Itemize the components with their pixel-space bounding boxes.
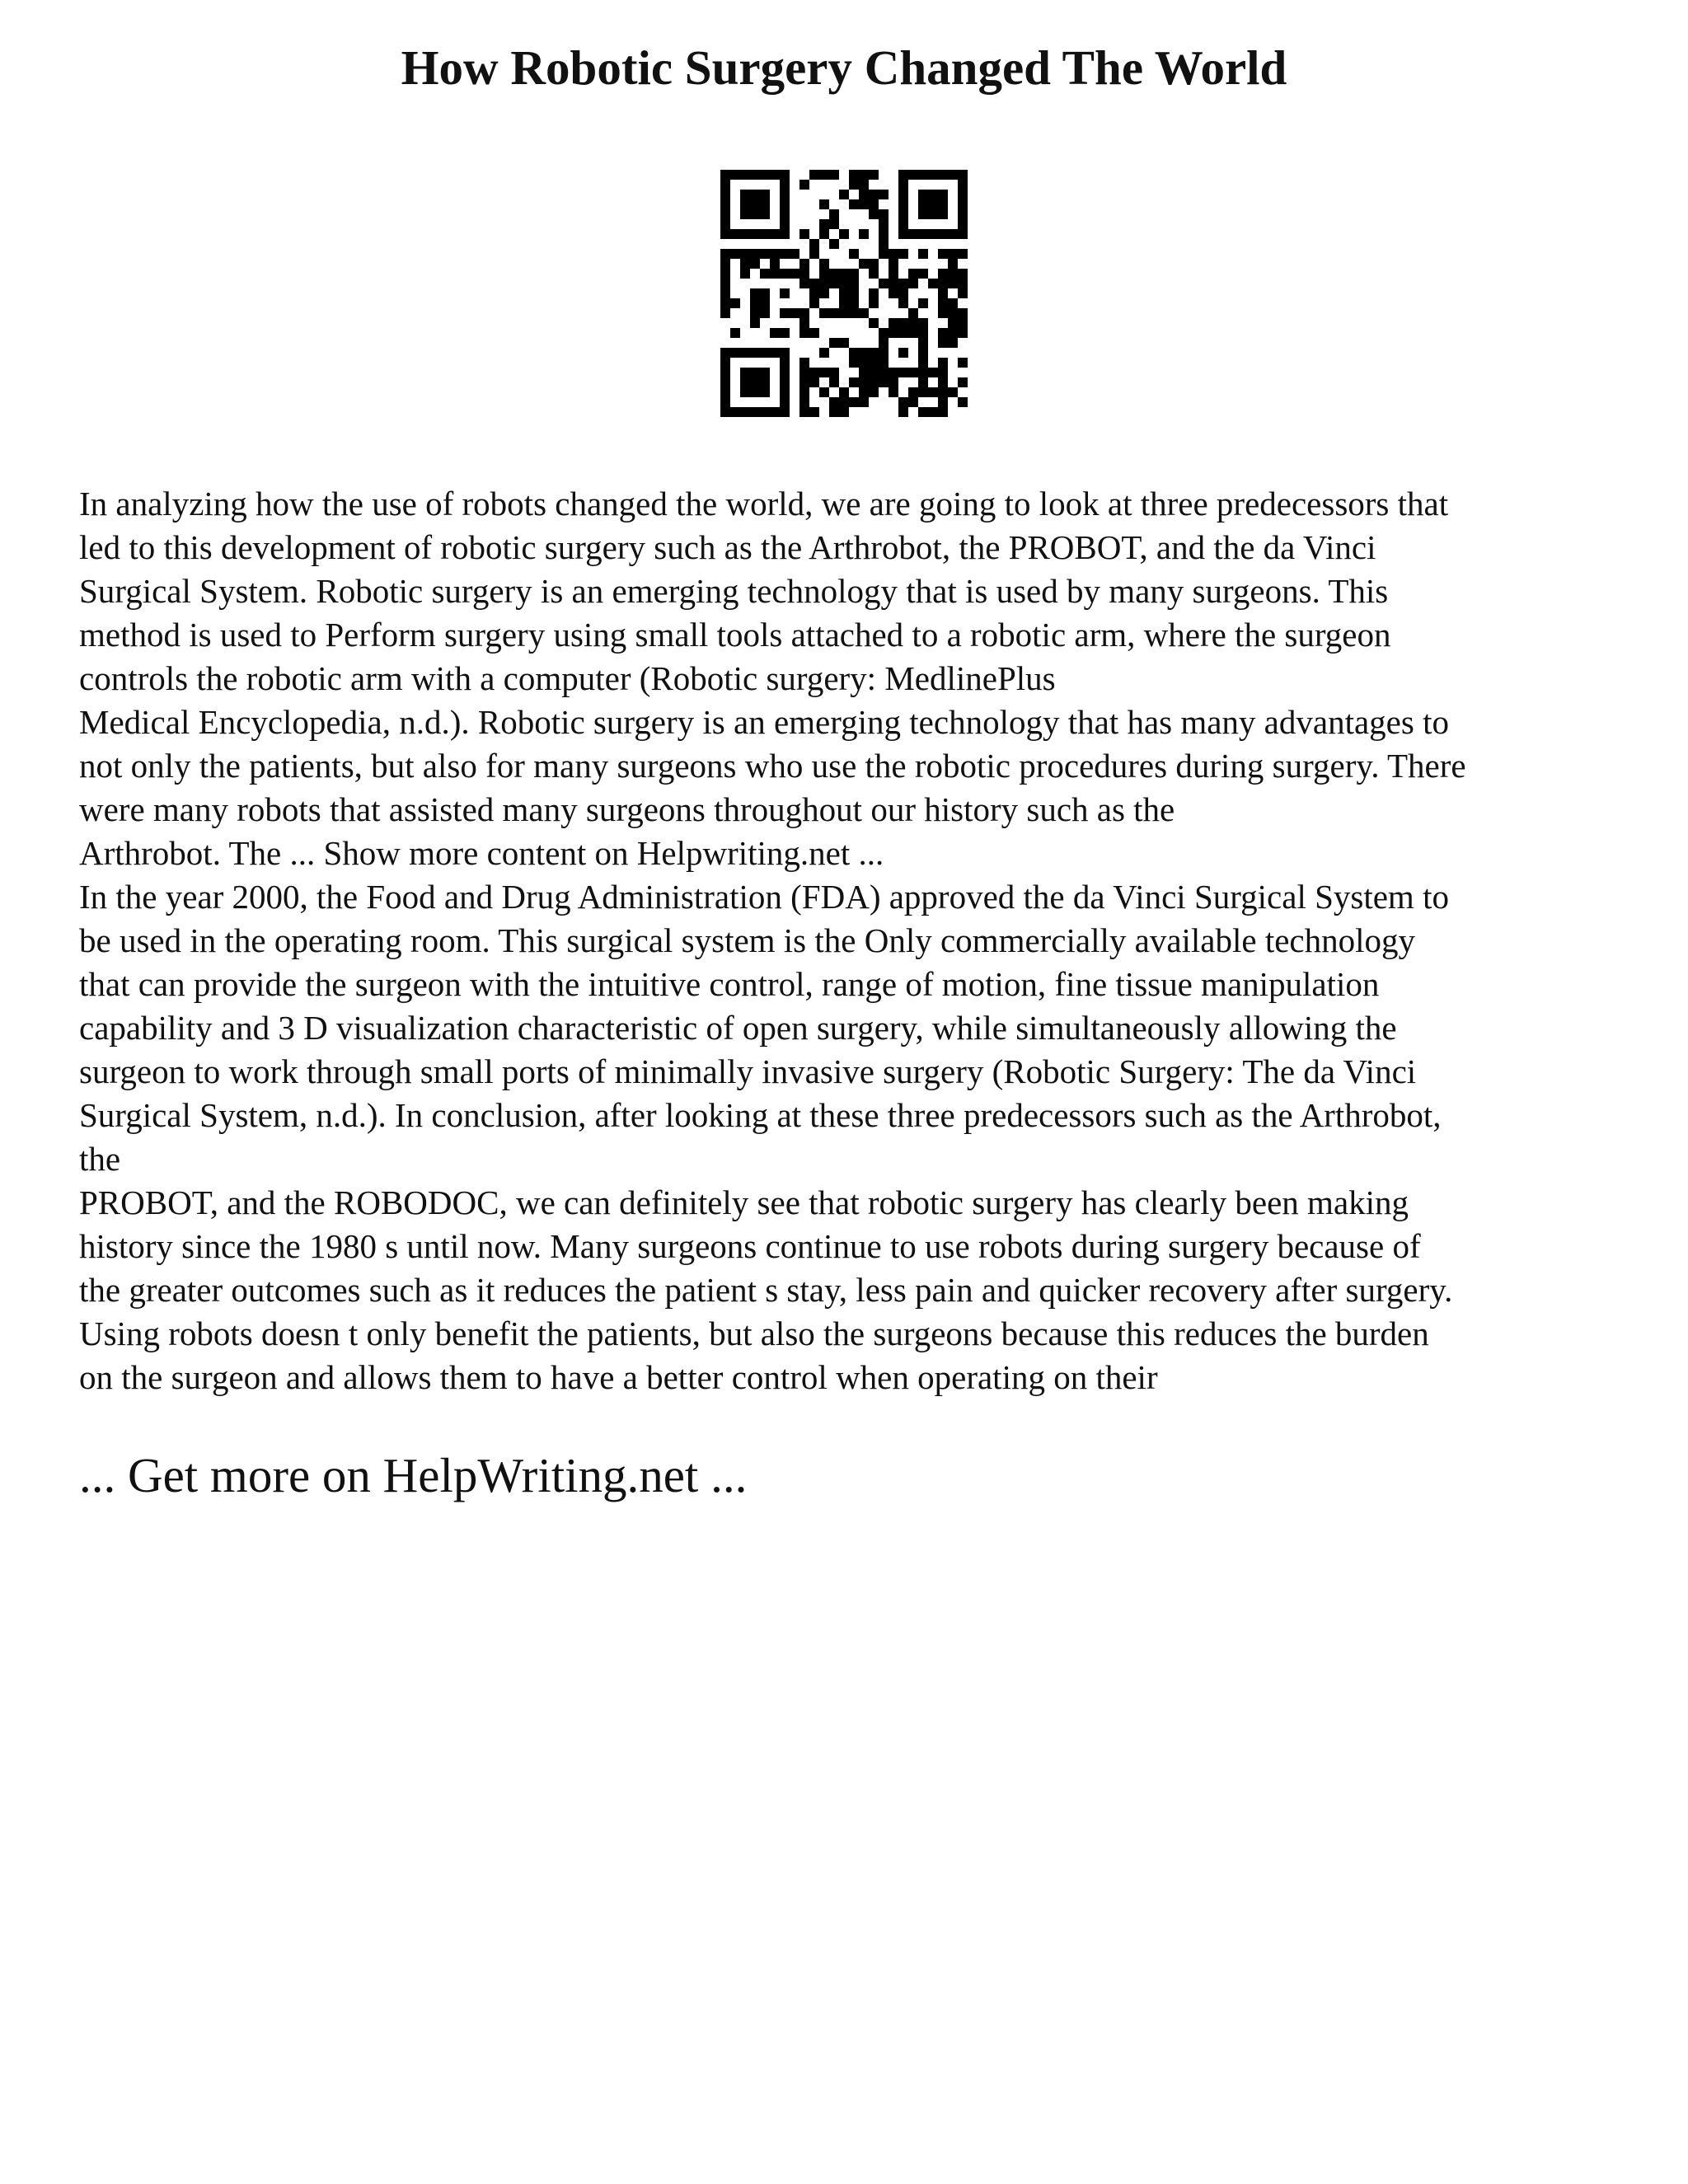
text-line: controls the robotic arm with a computer (Robotic surgery: MedlinePlus	[79, 659, 1056, 697]
text-line: history since the 1980 s until now. Many surgeons continue to use robots during surgery because of	[79, 1227, 1421, 1265]
paragraph-2	[79, 875, 1629, 1399]
text-line: PROBOT, and the ROBODOC, we can definitely see that robotic surgery has clearly been making	[79, 1183, 1409, 1221]
text-line: method is used to Perform surgery using small tools attached to a robotic arm, where the surgeon	[79, 616, 1391, 654]
text-line: In the year 2000, the Food and Drug Administration (FDA) approved the da Vinci Surgical System to	[79, 878, 1449, 916]
text-line: Surgical System. Robotic surgery is an emerging technology that is used by many surgeons. This	[79, 572, 1389, 610]
qr-code-icon	[720, 170, 968, 417]
document-body	[79, 482, 1629, 1399]
text-line: Surgical System, n.d.). In conclusion, after looking at these three predecessors such as the Arthrobot,	[79, 1096, 1442, 1134]
paragraph-1	[79, 482, 1629, 875]
text-line: not only the patients, but also for many surgeons who use the robotic procedures during surgery. There	[79, 747, 1466, 785]
text-line: capability and 3 D visualization characteristic of open surgery, while simultaneously allowing the	[79, 1009, 1397, 1047]
text-line: the greater outcomes such as it reduces the patient s stay, less pain and quicker recovery after surgery.	[79, 1271, 1453, 1309]
text-line: surgeon to work through small ports of minimally invasive surgery (Robotic Surgery: The da Vinci	[79, 1052, 1417, 1090]
text-line: Arthrobot. The ... Show more content on Helpwriting.net ...	[79, 834, 884, 872]
text-line: In analyzing how the use of robots changed the world, we are going to look at three predecessors that	[79, 485, 1449, 523]
text-line: led to this development of robotic surgery such as the Arthrobot, the PROBOT, and the da Vinci	[79, 528, 1376, 566]
text-line: be used in the operating room. This surgical system is the Only commercially available technology	[79, 921, 1416, 959]
text-line: Medical Encyclopedia, n.d.). Robotic surgery is an emerging technology that has many advantages to	[79, 703, 1449, 741]
text-line: were many robots that assisted many surgeons throughout our history such as the	[79, 790, 1175, 828]
get-more-link[interactable]: ... Get more on HelpWriting.net ...	[79, 1448, 748, 1502]
text-line: Using robots doesn t only benefit the patients, but also the surgeons because this reduces the burden	[79, 1315, 1429, 1352]
text-line: that can provide the surgeon with the intuitive control, range of motion, fine tissue manipulation	[79, 965, 1380, 1003]
text-line: on the surgeon and allows them to have a better control when operating on their	[79, 1358, 1158, 1396]
text-line: the	[79, 1140, 121, 1178]
document-title: How Robotic Surgery Changed The World	[401, 40, 1287, 95]
